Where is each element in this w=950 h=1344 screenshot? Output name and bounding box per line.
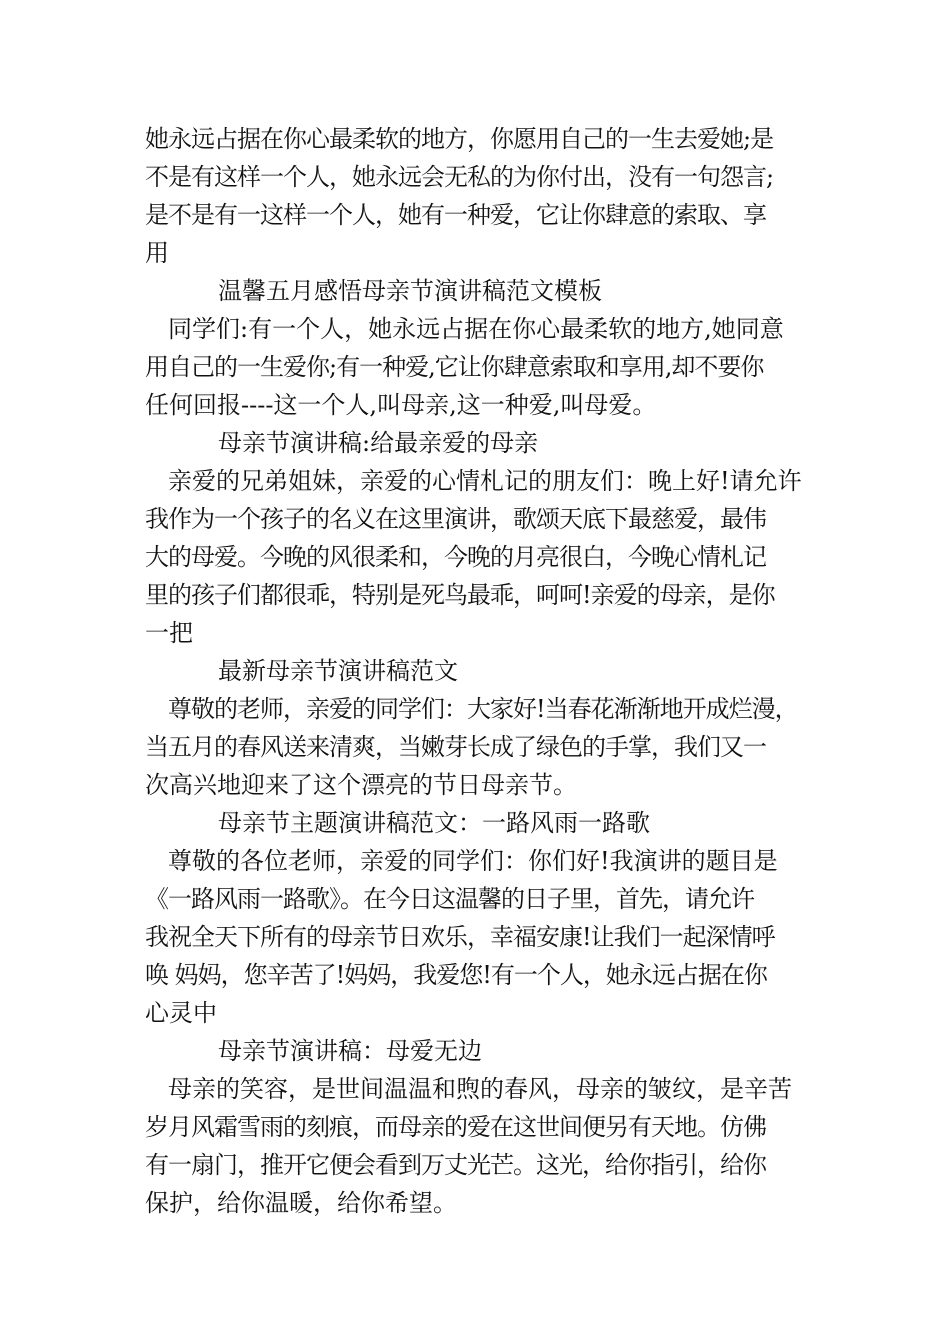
text-line: 用 <box>145 239 169 267</box>
text-line: 次高兴地迎来了这个漂亮的节日母亲节。 <box>145 771 577 799</box>
text-line: 用自己的一生爱你;有一种爱,它让你肆意索取和享用,却不要你 <box>145 353 764 381</box>
text-line: 保护，给你温暖，给你希望。 <box>145 1189 457 1217</box>
text-line: 唤 妈妈，您辛苦了!妈妈，我爱您!有一个人，她永远占据在你 <box>145 961 767 989</box>
paragraph-first-line: 母亲的笑容，是世间温温和煦的春风，母亲的皱纹，是辛苦 <box>168 1075 792 1103</box>
text-line: 心灵中 <box>145 999 217 1027</box>
section-heading: 母亲节主题演讲稿范文：一路风雨一路歌 <box>218 809 650 837</box>
text-line: 一把 <box>145 619 193 647</box>
text-line: 当五月的春风送来清爽，当嫩芽长成了绿色的手掌，我们又一 <box>145 733 766 761</box>
text-line: 我祝全天下所有的母亲节日欢乐，幸福安康!让我们一起深情呼 <box>145 923 775 951</box>
text-line: 岁月风霜雪雨的刻痕，而母亲的爱在这世间便另有天地。仿佛 <box>145 1113 766 1141</box>
section-heading: 温馨五月感悟母亲节演讲稿范文模板 <box>218 277 602 305</box>
paragraph-first-line: 尊敬的各位老师，亲爱的同学们：你们好!我演讲的题目是 <box>168 847 778 875</box>
text-line: 《一路风雨一路歌》。在今日这温馨的日子里，首先，请允许 <box>145 885 754 913</box>
text-line: 她永远占据在你心最柔软的地方，你愿用自己的一生去爱她;是 <box>145 125 774 153</box>
text-line: 有一扇门，推开它便会看到万丈光芒。这光，给你指引，给你 <box>145 1151 766 1179</box>
document-body <box>145 120 815 1222</box>
text-line: 不是有这样一个人，她永远会无私的为你付出，没有一句怨言; <box>145 163 774 191</box>
paragraph-first-line: 尊敬的老师，亲爱的同学们：大家好!当春花渐渐地开成烂漫， <box>168 695 798 723</box>
section-heading: 母亲节演讲稿：母爱无边 <box>218 1037 482 1065</box>
section-heading: 最新母亲节演讲稿范文 <box>218 657 458 685</box>
text-line: 我作为一个孩子的名义在这里演讲，歌颂天底下最慈爱，最伟 <box>145 505 766 533</box>
text-line: 里的孩子们都很乖，特别是死鸟最乖，呵呵!亲爱的母亲，是你 <box>145 581 775 609</box>
section-heading: 母亲节演讲稿:给最亲爱的母亲 <box>218 429 539 457</box>
text-line: 是不是有一这样一个人，她有一种爱，它让你肆意的索取、享 <box>145 201 766 229</box>
text-line: 任何回报----这一个人,叫母亲,这一种爱,叫母爱。 <box>145 391 657 419</box>
paragraph-first-line: 亲爱的兄弟姐妹，亲爱的心情札记的朋友们：晚上好!请允许 <box>168 467 802 495</box>
paragraph-first-line: 同学们:有一个人，她永远占据在你心最柔软的地方,她同意 <box>168 315 784 343</box>
text-line: 大的母爱。今晚的风很柔和，今晚的月亮很白，今晚心情札记 <box>145 543 766 571</box>
